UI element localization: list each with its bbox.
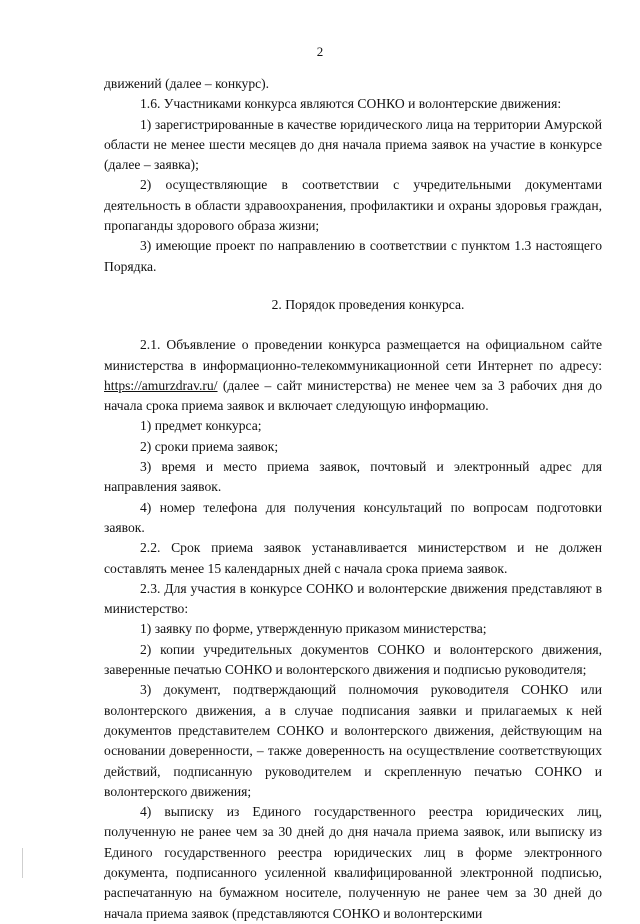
ministry-site-link[interactable]: https://amurzdrav.ru/ xyxy=(104,377,218,393)
paragraph-2-1-item-4: 4) номер телефона для получения консультаций по вопросам подготовки заявок. xyxy=(104,499,602,535)
paragraph-2-1-text-start: 2.1. Объявление о проведении конкурса размещается на официальном сайте министерства в информационно-телекоммуникационной сети Интернет по адресу: xyxy=(104,337,602,373)
paragraph-2-1-text-end: (далее – сайт министерства) не менее чем за 3 рабочих дня до начала срока приема заявок и включает следующую информацию. xyxy=(104,377,602,414)
paragraph-1-6-item-1: 1) зарегистрированные в качестве юридического лица на территории Амурской области не менее шести месяцев до дня начала приема заявок на участие в конкурсе (далее – заявка); xyxy=(104,116,602,173)
paragraph-continuation: движений (далее – конкурс). xyxy=(104,76,270,91)
document-body xyxy=(104,74,602,924)
paragraph-2-1 xyxy=(104,335,602,416)
paragraph-2-3-item-2: 2) копии учредительных документов СОНКО и волонтерского движения, заверенные печатью СОНКО и волонтерского движения и подписью руководителя; xyxy=(104,641,602,678)
paragraph-1-6-item-2: 2) осуществляющие в соответствии с учредительными документами деятельность в области здравоохранения, профилактики и охраны здоровья граждан, пропаганды здорового образа жизни; xyxy=(104,177,602,234)
section-2-heading: 2. Порядок проведения конкурса. xyxy=(271,296,465,312)
paragraph-2-1-item-3: 3) время и место приема заявок, почтовый и электронный адрес для направления заявок. xyxy=(104,459,602,495)
scan-margin-mark xyxy=(22,848,23,878)
paragraph-2-3-item-4: 4) выписку из Единого государственного реестра юридических лиц, полученную не ранее чем за 30 дней до дня начала приема заявок, или выписку из Единого государственного реестра юридических лиц в форме электронного документа, подписанного усиленной квалифицированной электронной подписью, распечатанную на бумажном носителе, полученную не ранее чем за 30 дней до начала приема заявок (представляются СОНКО и волонтерскими xyxy=(104,804,602,921)
paragraph-2-3-item-3: 3) документ, подтверждающий полномочия руководителя СОНКО или волонтерского движения, а в случае подписания заявки и прилагаемых к ней документов представителем СОНКО и волонтерского движения, действующим на основании доверенности, – также доверенность на осуществление соответствующих действий, подписанную руководителем и скрепленную печатью СОНКО и волонтерского движения; xyxy=(104,682,602,799)
paragraph-2-1-item-1: 1) предмет конкурса; xyxy=(140,418,262,434)
paragraph-2-3: 2.3. Для участия в конкурсе СОНКО и волонтерские движения представляют в министерство: xyxy=(104,580,602,617)
paragraph-1-6: 1.6. Участниками конкурса являются СОНКО и волонтерские движения: xyxy=(140,96,562,112)
page-number: 2 xyxy=(316,44,324,59)
paragraph-1-6-item-3: 3) имеющие проект по направлению в соответствии с пунктом 1.3 настоящего Порядка. xyxy=(104,238,602,274)
paragraph-2-2: 2.2. Срок приема заявок устанавливается министерством и не должен составлять менее 15 календарных дней с начала срока приема заявок. xyxy=(104,540,602,576)
paragraph-2-1-item-2: 2) сроки приема заявок; xyxy=(140,438,279,454)
paragraph-2-3-item-1: 1) заявку по форме, утвержденную приказом министерства; xyxy=(140,621,487,637)
